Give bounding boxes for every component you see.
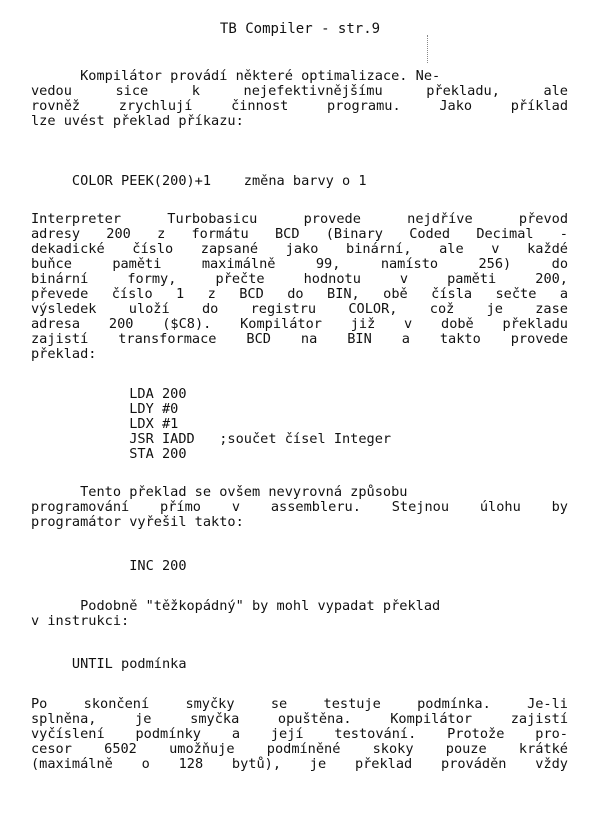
text-line: v instrukci: (31, 613, 130, 629)
text-line: Tento překlad se ovšem nevyrovná způsobu (31, 484, 408, 500)
text-line: binární formy, přečte hodnotu v paměti 200, (31, 271, 568, 287)
text-line: lze uvést překlad příkazu: (31, 113, 244, 129)
text-line: překlad: (31, 346, 97, 362)
text-line: (maximálně o 128 bytů), je překlad prováděn vždy (31, 756, 568, 772)
text-line: Interpreter Turbobasicu provede nejdříve převod (31, 211, 568, 227)
text-line: vedou sice k nejefektivnějšímu překladu, ale (31, 83, 568, 99)
code-line: STA 200 (31, 446, 187, 462)
margin-mark (427, 35, 429, 63)
text-line: zajistí transformace BCD na BIN a takto provede (31, 331, 568, 347)
text-line: Kompilátor provádí některé optimalizace. Ne- (31, 68, 441, 84)
text-line: programátor vyřešil takto: (31, 514, 244, 530)
code-line: COLOR PEEK(200)+1 změna barvy o 1 (31, 173, 367, 189)
text-line: buňce paměti maximálně 99, namísto 256) do (31, 256, 568, 272)
text-line: adresy 200 z formátu BCD (Binary Coded Decimal - (31, 226, 568, 242)
code-line: INC 200 (31, 558, 187, 574)
text-line: programování přímo v assembleru. Stejnou úlohu by (31, 499, 568, 515)
page-title: TB Compiler - str.9 (219, 21, 381, 37)
text-line: rovněž zrychlují činnost programu. Jako příklad (31, 98, 568, 114)
code-line: LDA 200 (31, 386, 187, 402)
code-line: LDX #1 (31, 416, 179, 432)
text-line: cesor 6502 umožňuje podmíněné skoky pouze krátké (31, 741, 568, 757)
code-line: UNTIL podmínka (31, 656, 187, 672)
text-line: Po skončení smyčky se testuje podmínka. Je-li (31, 696, 568, 712)
text-line: splněna, je smyčka opuštěna. Kompilátor zajistí (31, 711, 568, 727)
text-line: vyčíslení podmínky a její testování. Protože pro- (31, 726, 568, 742)
text-line: převede číslo 1 z BCD do BIN, obě čísla sečte a (31, 286, 568, 302)
code-line: LDY #0 (31, 401, 179, 417)
text-line: výsledek uloží do registru COLOR, což je zase (31, 301, 568, 317)
code-line: JSR IADD ;součet čísel Integer (31, 431, 392, 447)
text-line: adresa 200 ($C8). Kompilátor již v době překladu (31, 316, 568, 332)
text-line: dekadické číslo zapsané jako binární, ale v každé (31, 241, 568, 257)
text-line: Podobně "těžkopádný" by mohl vypadat překlad (31, 598, 441, 614)
